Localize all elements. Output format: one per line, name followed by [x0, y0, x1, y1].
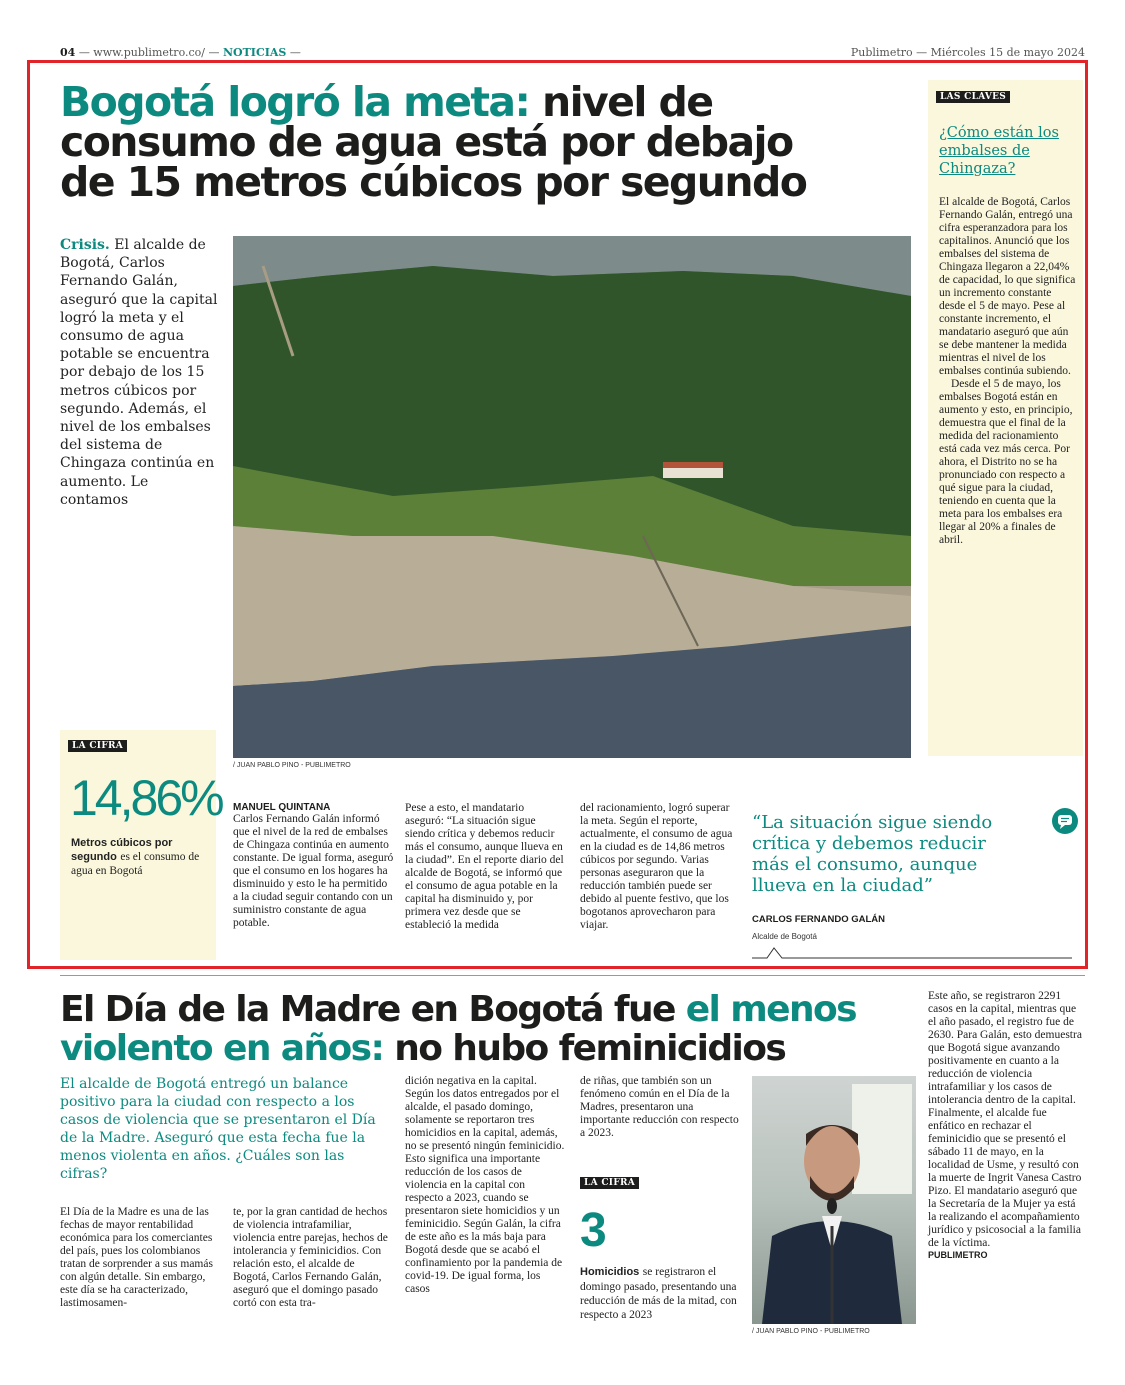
mayor-photo	[752, 1076, 916, 1324]
col1-text: Carlos Fernando Galán informó que el nivel de la red de embalses de Chingaza continúa en aumento constante. De igual forma, aseguró que el consumo en los hogares ha disminuido y esto le ha permitido a la ciudad seguir contando con un suministro constante de agua potable.	[233, 813, 394, 929]
article1-headline	[60, 78, 930, 206]
cifra-bold: Metros cúbicos por segundo	[71, 837, 173, 863]
cifra-value: 14,86%	[70, 770, 222, 826]
quote-rule	[752, 946, 1072, 960]
headline-text-3: de 15 metros cúbicos por segundo	[60, 158, 807, 206]
article2-col5	[928, 990, 1086, 1260]
cifra-text: es el consumo de agua en Bogotá	[71, 851, 200, 877]
cifra2-text: se registraron el domingo pasado, presentando una reducción de más de la mitad, con respecto a 2023	[580, 1266, 737, 1321]
section-name: NOTICIAS	[222, 46, 287, 59]
claves-sidebar	[928, 80, 1083, 756]
article1-col2: Pese a esto, el mandatario aseguró: “La situación sigue siendo crítica y debemos reducir más el consumo, aunque llueva en la ciudad”. En el reporte diario del alcalde de Bogotá, se informó que el consumo de agua potable en la capital ha disminuido y, por primera vez desde que se estableció la medida	[405, 802, 564, 931]
claves-title: ¿Cómo están los embalses de Chingaza?	[939, 125, 1059, 177]
article2-signature: PUBLIMETRO	[928, 1250, 988, 1260]
article1-col1	[233, 802, 395, 930]
cifra2-bold: Homicidios	[580, 1266, 640, 1278]
headline-text-2: consumo de agua está por debajo	[60, 118, 793, 166]
pull-quote	[752, 812, 1082, 958]
cifra-box	[60, 730, 222, 960]
article1-lead	[60, 236, 220, 509]
headline2-text-2: no hubo feminicidios	[394, 1028, 786, 1069]
cifra-label: LA CIFRA	[68, 740, 127, 752]
page-header-left	[60, 46, 301, 59]
headline2-highlight-1: el menos	[685, 989, 856, 1030]
speech-bubble-icon	[1052, 808, 1078, 834]
claves-p1: El alcalde de Bogotá, Carlos Fernando Galán, entregó una cifra esperanzadora para los capitalinos. Anunció que los embalses del sistema de Chingaza llegaron a 22,04% de capacidad, lo que significa un incremento constante desde el 5 de mayo. Pese al constante incremento, el mandatario aseguró que aún se debe mantener la medida mientras el nivel de los embalses continúa subiendo.	[939, 196, 1076, 377]
site-url[interactable]: — www.publimetro.co/ —	[78, 46, 220, 59]
cifra2-box	[580, 1175, 740, 1345]
article2-col2: te, por la gran cantidad de hechos de violencia intrafamiliar, violencia entre parejas, hechos de intolerancia y feminicidios. Con relación esto, el alcalde de Bogotá, Carlos Fernando Galán, aseguró que el domingo pasado cortó con esta tra-	[233, 1206, 388, 1309]
byline: MANUEL QUINTANA	[233, 802, 331, 813]
reservoir-illustration	[233, 236, 911, 758]
cifra-description	[71, 836, 211, 878]
col5-text: Este año, se registraron 2291 casos en la capital, mientras que el año pasado, el registro fue de 2630. Para Galán, esto demuestra que Bogotá sigue avanzando positivamente en cuanto a la reducción de violencia intrafamiliar y los casos de intolerancia dentro de la capital. Finalmente, el alcalde fue enfático en rechazar el feminicidio que se presentó el sábado 11 de mayo, en la localidad de Usme, y resultó con la muerte de Ingrit Vanesa Castro Pizo. El mandatario aseguró que la Secretaría de la Mujer ya está la realizando el acompañamiento jurídico y psicosocial a la familia de la víctima.	[928, 990, 1082, 1249]
photo2-caption: / JUAN PABLO PINO - PUBLIMETRO	[752, 1328, 870, 1335]
headline2-text-1: El Día de la Madre en Bogotá fue	[60, 989, 675, 1030]
quote-role: Alcalde de Bogotá	[752, 932, 817, 941]
mayor-portrait-illustration	[752, 1076, 916, 1324]
cifra2-value: 3	[580, 1204, 607, 1257]
claves-label: LAS CLAVES	[936, 91, 1010, 103]
headline-highlight: Bogotá logró la meta:	[60, 78, 530, 126]
claves-body	[939, 196, 1079, 547]
lead-text: El alcalde de Bogotá, Carlos Fernando Galán, aseguró que la capital logró la meta y el consumo de agua potable se encuentra por debajo de los 15 metros cúbicos por segundo. Además, el nivel de los embalses del sistema de Chingaza continúa en aumento. Le contamos	[60, 237, 218, 508]
photo-caption: / JUAN PABLO PINO - PUBLIMETRO	[233, 762, 351, 769]
page-number: 04	[60, 46, 76, 59]
article2-col1: El Día de la Madre es una de las fechas de mayor rentabilidad económica para los comerciantes del país, pues los colombianos tratan de sorprender a sus mamás con algún detalle. Sin embargo, este día se ha caracterizado, lastimosamen-	[60, 1206, 213, 1309]
section-divider	[60, 975, 1085, 976]
article1-col3: del racionamiento, logró superar la meta. Según el reporte, actualmente, el consumo de agua en la ciudad es de 14,86 metros cúbicos por segundo. Varias personas aseguraron que la reducción también puede ser debido al puente festivo, que los bogotanos aprovecharon para viajar.	[580, 802, 733, 931]
quote-text: “La situación sigue siendo crítica y debemos reducir más el consumo, aunque llueva en la ciudad”	[752, 812, 993, 896]
article2-col3: dición negativa en la capital. Según los datos entregados por el alcalde, el pasado domingo, solamente se reportaron tres homicidios en la capital, además, no se presentó ningún feminicidio. Esto significa una importante reducción de los casos de violencia en la capital con respecto a 2023, cuando se presentaron siete homicidios y un feminicidio. Según Galán, la cifra de este año es la más baja para Bogotá desde que se acabó el confinamiento por la pandemia de covid-19. De igual forma, los casos	[405, 1075, 565, 1295]
reservoir-photo	[233, 236, 911, 758]
quote-author: CARLOS FERNANDO GALÁN	[752, 914, 885, 925]
cifra2-label: LA CIFRA	[580, 1177, 639, 1189]
claves-p2: Desde el 5 de mayo, los embalses Bogotá están en aumento y esto, en principio, demuestra que el final de la medida del racionamiento está cada vez más cerca. Por ahora, el Distrito no se ha pronunciado con respecto a qué sigue para la ciudad, teniendo en cuenta que la meta para los embalses era llegar al 20% a finales de abril.	[939, 378, 1073, 546]
article2-headline	[60, 990, 920, 1068]
lead-label: Crisis.	[60, 237, 110, 253]
page-header-right: Publimetro — Miércoles 15 de mayo 2024	[850, 46, 1085, 59]
cifra2-description	[580, 1265, 738, 1322]
header-dash: —	[289, 46, 301, 59]
headline-text-1: nivel de	[541, 78, 713, 126]
article2-lead: El alcalde de Bogotá entregó un balance positivo para la ciudad con respecto a los casos de violencia que se presentaron el Día de la Madre. Aseguró que esta fecha fue la menos violenta en años. ¿Cuáles son las cifras?	[60, 1076, 376, 1182]
article2-col4: de riñas, que también son un fenómeno común en el Día de la Madres, presentaron una importante reducción con respecto a 2023.	[580, 1075, 739, 1139]
headline2-highlight-2: violento en años:	[60, 1028, 384, 1069]
